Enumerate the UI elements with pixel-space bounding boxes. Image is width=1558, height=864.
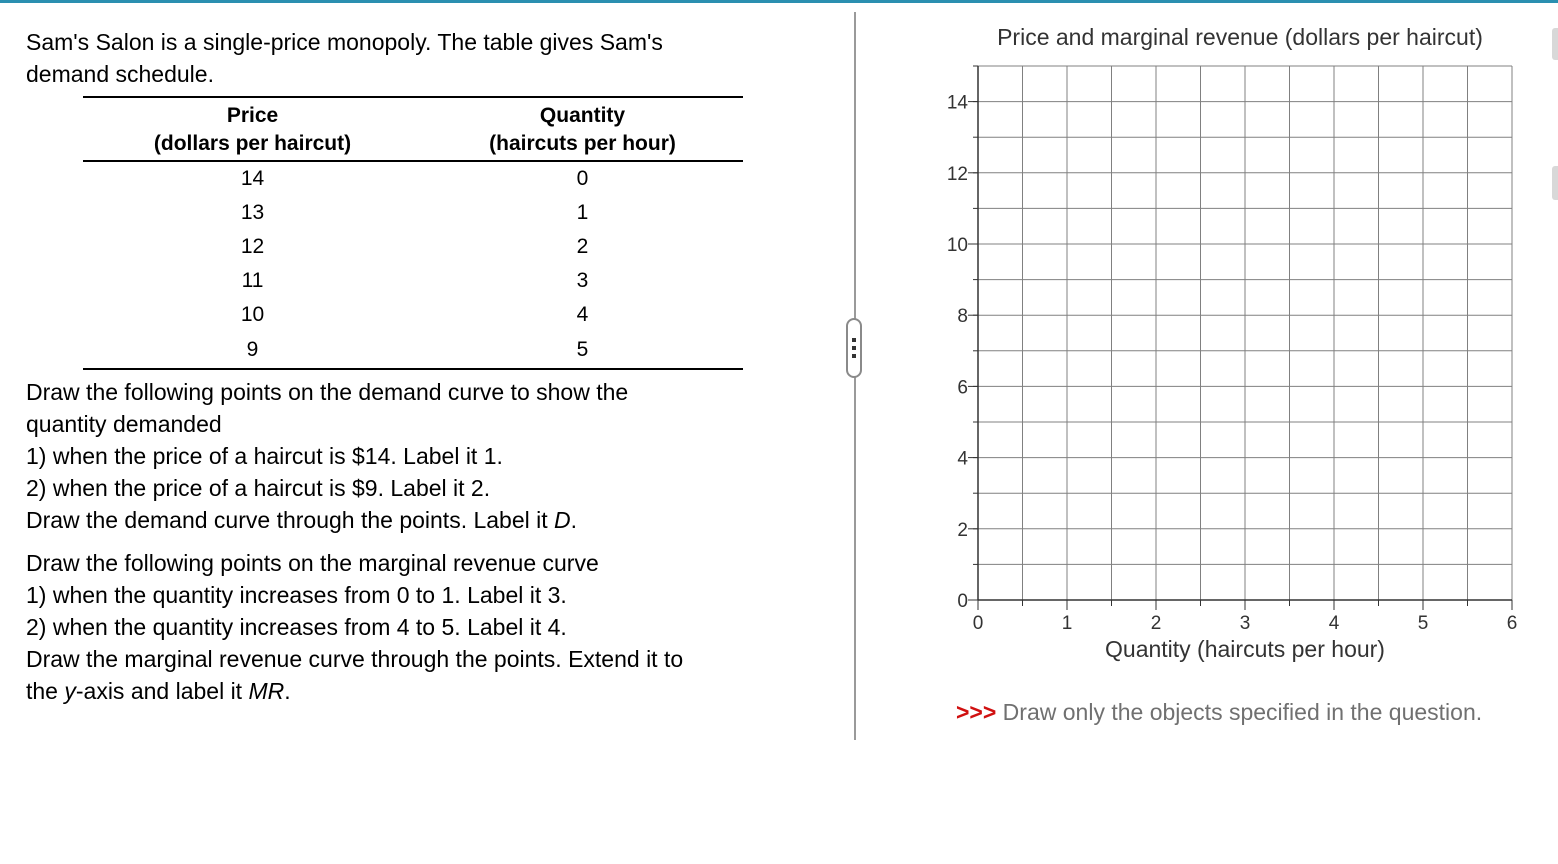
- quantity-cell: 4: [576, 303, 589, 326]
- price-cell: 11: [241, 269, 264, 292]
- instruction-line: 2) when the quantity increases from 4 to 5. Label it 4.: [26, 614, 567, 640]
- x-tick-label: 2: [1150, 613, 1162, 634]
- instruction-line: Draw the marginal revenue curve through the points. Extend it to: [26, 646, 684, 672]
- edge-tab[interactable]: [1552, 166, 1558, 200]
- intro-line-1: Sam's Salon is a single-price monopoly. The table gives Sam's: [26, 29, 663, 55]
- x-tick-label: 4: [1328, 613, 1340, 634]
- grid-layer: [978, 66, 1512, 600]
- price-header: Price: [226, 104, 279, 127]
- price-cell: 14: [240, 167, 265, 190]
- y-tick-label: 6: [957, 377, 968, 399]
- quantity-cell: 2: [576, 235, 589, 258]
- instruction-text: Draw the demand curve through the points. Label it: [26, 507, 555, 533]
- y-tick-label: 12: [946, 163, 968, 185]
- y-tick-label: 14: [946, 92, 968, 114]
- instruction-text: .: [284, 678, 291, 704]
- quantity-cell: 0: [576, 167, 589, 190]
- x-tick-label: 1: [1061, 613, 1073, 634]
- y-tick-label: 0: [957, 591, 968, 612]
- y-axis-title: Price and marginal revenue (dollars per haircut): [997, 24, 1483, 50]
- drawing-hint: [956, 699, 1482, 726]
- instruction-text: the: [26, 678, 65, 704]
- edge-tab[interactable]: [1552, 28, 1558, 60]
- instruction-line: Draw the following points on the demand curve to show the: [26, 379, 629, 405]
- x-tick-label: 5: [1417, 613, 1429, 634]
- price-cell: 10: [240, 303, 265, 326]
- price-cell: 13: [240, 201, 265, 224]
- instruction-line: Draw the following points on the marginal revenue curve: [26, 550, 599, 576]
- instruction-text: .: [570, 507, 578, 533]
- x-tick-label: 0: [972, 613, 984, 634]
- intro-line-2: demand schedule.: [26, 61, 214, 87]
- axis-label-y: y: [64, 678, 76, 704]
- instruction-text: -axis and label it: [75, 678, 249, 704]
- quantity-cell: 3: [576, 269, 589, 292]
- curve-label-mr: MR: [248, 678, 285, 704]
- x-tick-label: 3: [1239, 613, 1251, 634]
- instruction-line: 1) when the quantity increases from 0 to 1. Label it 3.: [26, 582, 567, 608]
- price-subheader: (dollars per haircut): [153, 132, 352, 155]
- y-tick-label: 10: [946, 235, 968, 256]
- y-tick-label: 4: [957, 448, 968, 470]
- instruction-line: 2) when the price of a haircut is $9. Label it 2.: [26, 475, 491, 501]
- y-tick-label: 2: [957, 519, 968, 541]
- curve-label-d: D: [554, 507, 571, 533]
- tick-label-layer: [947, 93, 1517, 634]
- quantity-cell: 1: [576, 201, 589, 224]
- y-tick-label: 8: [957, 306, 968, 328]
- quantity-cell: 5: [576, 338, 589, 361]
- instruction-line: 1) when the price of a haircut is $14. Label it 1.: [26, 443, 503, 469]
- price-cell: 12: [240, 235, 265, 258]
- hint-text: Draw only the objects specified in the question.: [996, 699, 1483, 725]
- instruction-line: quantity demanded: [26, 411, 222, 437]
- hint-arrows: >>>: [956, 699, 997, 725]
- price-cell: 9: [246, 338, 259, 361]
- x-axis-title: Quantity (haircuts per hour): [1105, 636, 1385, 662]
- quantity-subheader: (haircuts per hour): [489, 132, 676, 155]
- x-tick-label: 6: [1506, 613, 1518, 634]
- quantity-header: Quantity: [539, 104, 626, 127]
